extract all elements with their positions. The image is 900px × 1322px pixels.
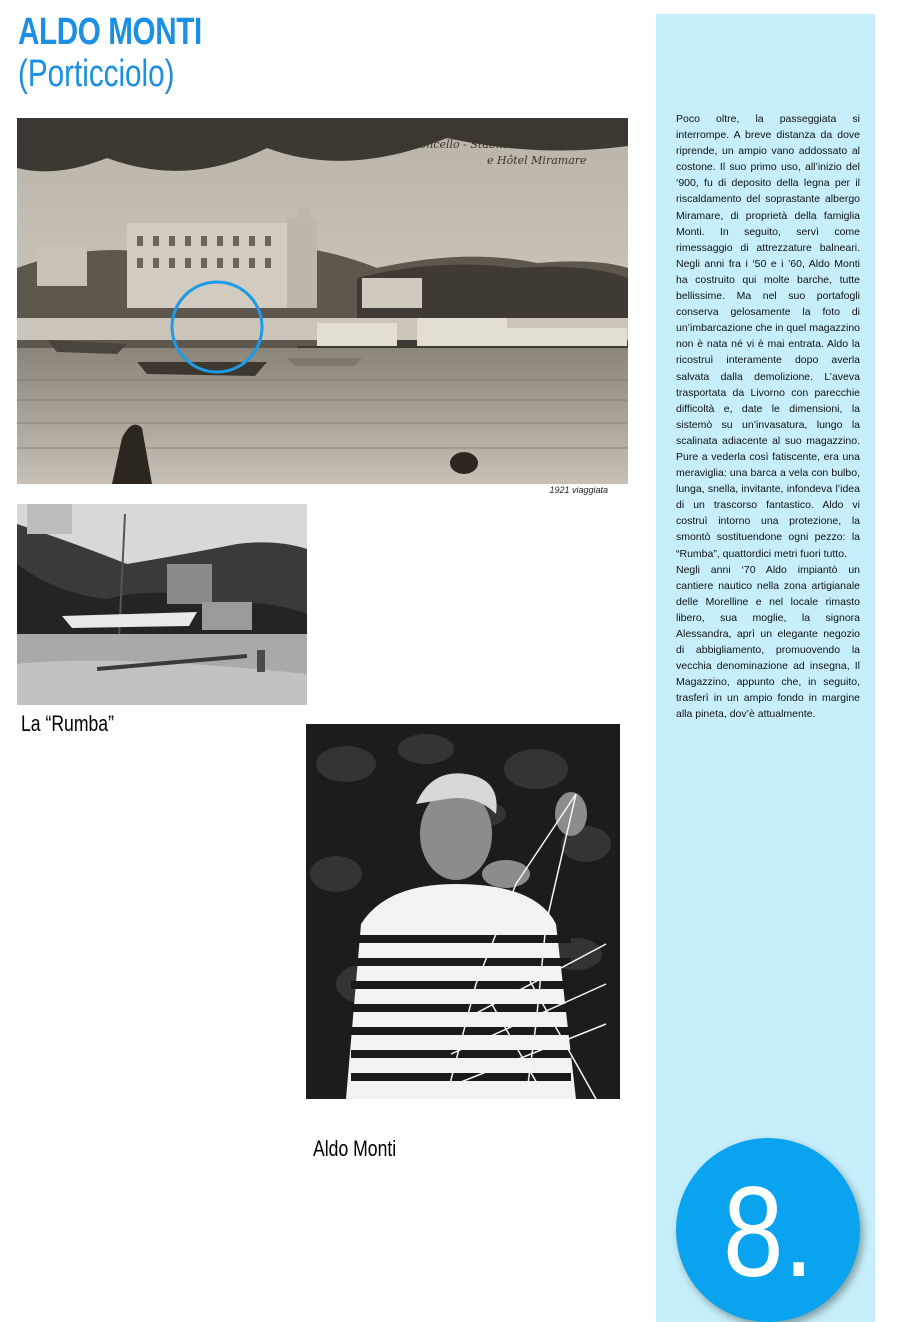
aldo-monti-caption: Aldo Monti bbox=[313, 1136, 397, 1161]
postcard-inscription-1: Castiglioncello - Stabilimento Bagni bbox=[377, 138, 578, 151]
aldo-monti-illustration bbox=[306, 724, 620, 1099]
side-paragraph-2: Negli anni ‘70 Aldo impiantò un cantiere nautico nella zona artigianale delle Morelline e nel locale rimasto libero, sua moglie, la signora Alessandra, aprì un elegante negozio di abbigliamento, promuovendo la vecchia denominazione ad insegna, Il Magazzino, appunto che, in seguito, trasferì in un ampio fondo in margine alla pineta, dov’è attualmente. bbox=[676, 563, 860, 721]
postcard-inscription-2: e Hôtel Miramare bbox=[487, 154, 587, 167]
rumba-photo bbox=[17, 504, 307, 705]
aldo-monti-photo bbox=[306, 724, 620, 1099]
rumba-illustration bbox=[17, 504, 307, 705]
page-title: ALDO MONTI bbox=[18, 11, 202, 53]
postcard-illustration bbox=[17, 118, 628, 484]
postcard-photo bbox=[17, 118, 628, 484]
number-badge bbox=[676, 1138, 860, 1322]
side-text bbox=[676, 111, 860, 723]
postcard-caption: 1921 viaggiata bbox=[549, 485, 608, 495]
page-subtitle: (Porticciolo) bbox=[18, 53, 175, 95]
badge-number: 8. bbox=[722, 1161, 814, 1304]
rumba-caption: La “Rumba” bbox=[21, 711, 114, 736]
side-paragraph-1: Poco oltre, la passeggiata si interrompe. A breve distanza da dove riprende, un ampio vano addossato al costone. Il suo primo uso, all’inizio del ‘900, fu di deposito della legna per il riscaldamento del soprastante albergo Miramare, di proprietà della famiglia Monti. In seguito, servì come rimessaggio di attrezzature balneari. Negli anni fra i ‘50 e i ’60, Aldo Monti ha costruito qui molte barche, tutte bellissime. Ma nel suo portafogli conserva gelosamente la foto di un’imbarcazione che in quel magazzino non è nata né vi è mai entrata. Aldo la ricostruì interamente dopo averla salvata dalla demolizione. L’aveva trasportata da Livorno con parecchie difficoltà e, date le dimensioni, la sistemò su un’invasatura, lungo la scalinata adiacente al suo magazzino. Pure a vederla così fatiscente, era una meraviglia: una barca a vela con bulbo, lunga, snella, invitante, infondeva l’idea di un trascorso fantastico. Aldo vi costruì intorno una protezione, la smontò sostituendone ogni pezzo: la “Rumba”, quattordici metri fuori tutto. bbox=[676, 113, 860, 560]
